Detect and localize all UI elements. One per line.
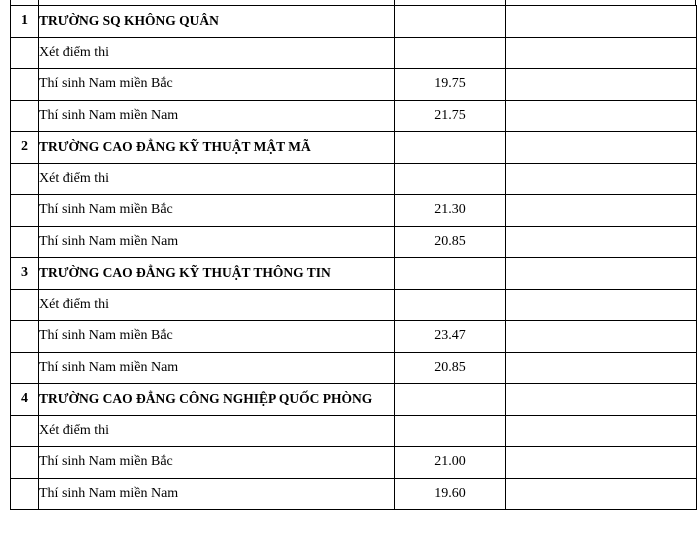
table-row (11, 69, 697, 101)
category-label: Xét điểm thi (39, 289, 395, 321)
index-cell-empty (11, 447, 39, 479)
index-cell-empty (11, 321, 39, 353)
note-cell-empty (506, 6, 697, 38)
table-row (11, 100, 697, 132)
school-header-row (11, 258, 697, 290)
school-index: 2 (11, 132, 39, 164)
note-cell-empty (506, 69, 697, 101)
note-cell-empty (506, 258, 697, 290)
score-value: 21.30 (395, 195, 506, 227)
candidate-group-label: Thí sinh Nam miền Nam (39, 478, 395, 510)
candidate-group-label: Thí sinh Nam miền Nam (39, 352, 395, 384)
index-cell-empty (11, 352, 39, 384)
index-cell-empty (11, 100, 39, 132)
note-cell-empty (506, 100, 697, 132)
note-cell-empty (506, 226, 697, 258)
table-row (11, 226, 697, 258)
category-row (11, 415, 697, 447)
candidate-group-label: Thí sinh Nam miền Bắc (39, 447, 395, 479)
note-cell-empty (506, 352, 697, 384)
candidate-group-label: Thí sinh Nam miền Bắc (39, 195, 395, 227)
index-cell-empty (11, 226, 39, 258)
candidate-group-label: Thí sinh Nam miền Nam (39, 226, 395, 258)
candidate-group-label: Thí sinh Nam miền Nam (39, 100, 395, 132)
index-cell-empty (11, 289, 39, 321)
index-cell-empty (11, 478, 39, 510)
note-cell-empty (506, 478, 697, 510)
note-cell-empty (506, 289, 697, 321)
score-cell-empty (395, 415, 506, 447)
score-cell-empty (395, 132, 506, 164)
category-label: Xét điểm thi (39, 415, 395, 447)
score-cell-empty (395, 6, 506, 38)
school-index: 1 (11, 6, 39, 38)
note-cell-empty (506, 163, 697, 195)
candidate-group-label: Thí sinh Nam miền Bắc (39, 69, 395, 101)
table-row (11, 352, 697, 384)
table-row (11, 447, 697, 479)
candidate-group-label: Thí sinh Nam miền Bắc (39, 321, 395, 353)
score-value: 21.75 (395, 100, 506, 132)
category-label: Xét điểm thi (39, 37, 395, 69)
table-row (11, 478, 697, 510)
score-value: 19.60 (395, 478, 506, 510)
score-cell-empty (395, 384, 506, 416)
school-name: TRƯỜNG CAO ĐẲNG KỸ THUẬT THÔNG TIN (39, 258, 395, 290)
school-name: TRƯỜNG SQ KHÔNG QUÂN (39, 6, 395, 38)
score-cell-empty (395, 37, 506, 69)
score-cell-empty (395, 163, 506, 195)
score-value: 23.47 (395, 321, 506, 353)
table-row (11, 321, 697, 353)
score-value: 20.85 (395, 226, 506, 258)
school-header-row (11, 132, 697, 164)
admission-score-table (10, 5, 697, 510)
category-row (11, 163, 697, 195)
category-label: Xét điểm thi (39, 163, 395, 195)
score-cell-empty (395, 289, 506, 321)
note-cell-empty (506, 132, 697, 164)
category-row (11, 37, 697, 69)
index-cell-empty (11, 69, 39, 101)
school-header-row (11, 384, 697, 416)
index-cell-empty (11, 195, 39, 227)
category-row (11, 289, 697, 321)
index-cell-empty (11, 37, 39, 69)
score-value: 20.85 (395, 352, 506, 384)
school-name: TRƯỜNG CAO ĐẲNG KỸ THUẬT MẬT MÃ (39, 132, 395, 164)
score-cell-empty (395, 258, 506, 290)
index-cell-empty (11, 163, 39, 195)
table-body (11, 6, 697, 510)
note-cell-empty (506, 37, 697, 69)
note-cell-empty (506, 321, 697, 353)
school-name: TRƯỜNG CAO ĐẲNG CÔNG NGHIỆP QUỐC PHÒNG (39, 384, 395, 416)
note-cell-empty (506, 384, 697, 416)
school-header-row (11, 6, 697, 38)
index-cell-empty (11, 415, 39, 447)
score-value: 21.00 (395, 447, 506, 479)
note-cell-empty (506, 415, 697, 447)
table-row (11, 195, 697, 227)
score-value: 19.75 (395, 69, 506, 101)
school-index: 4 (11, 384, 39, 416)
note-cell-empty (506, 447, 697, 479)
note-cell-empty (506, 195, 697, 227)
school-index: 3 (11, 258, 39, 290)
